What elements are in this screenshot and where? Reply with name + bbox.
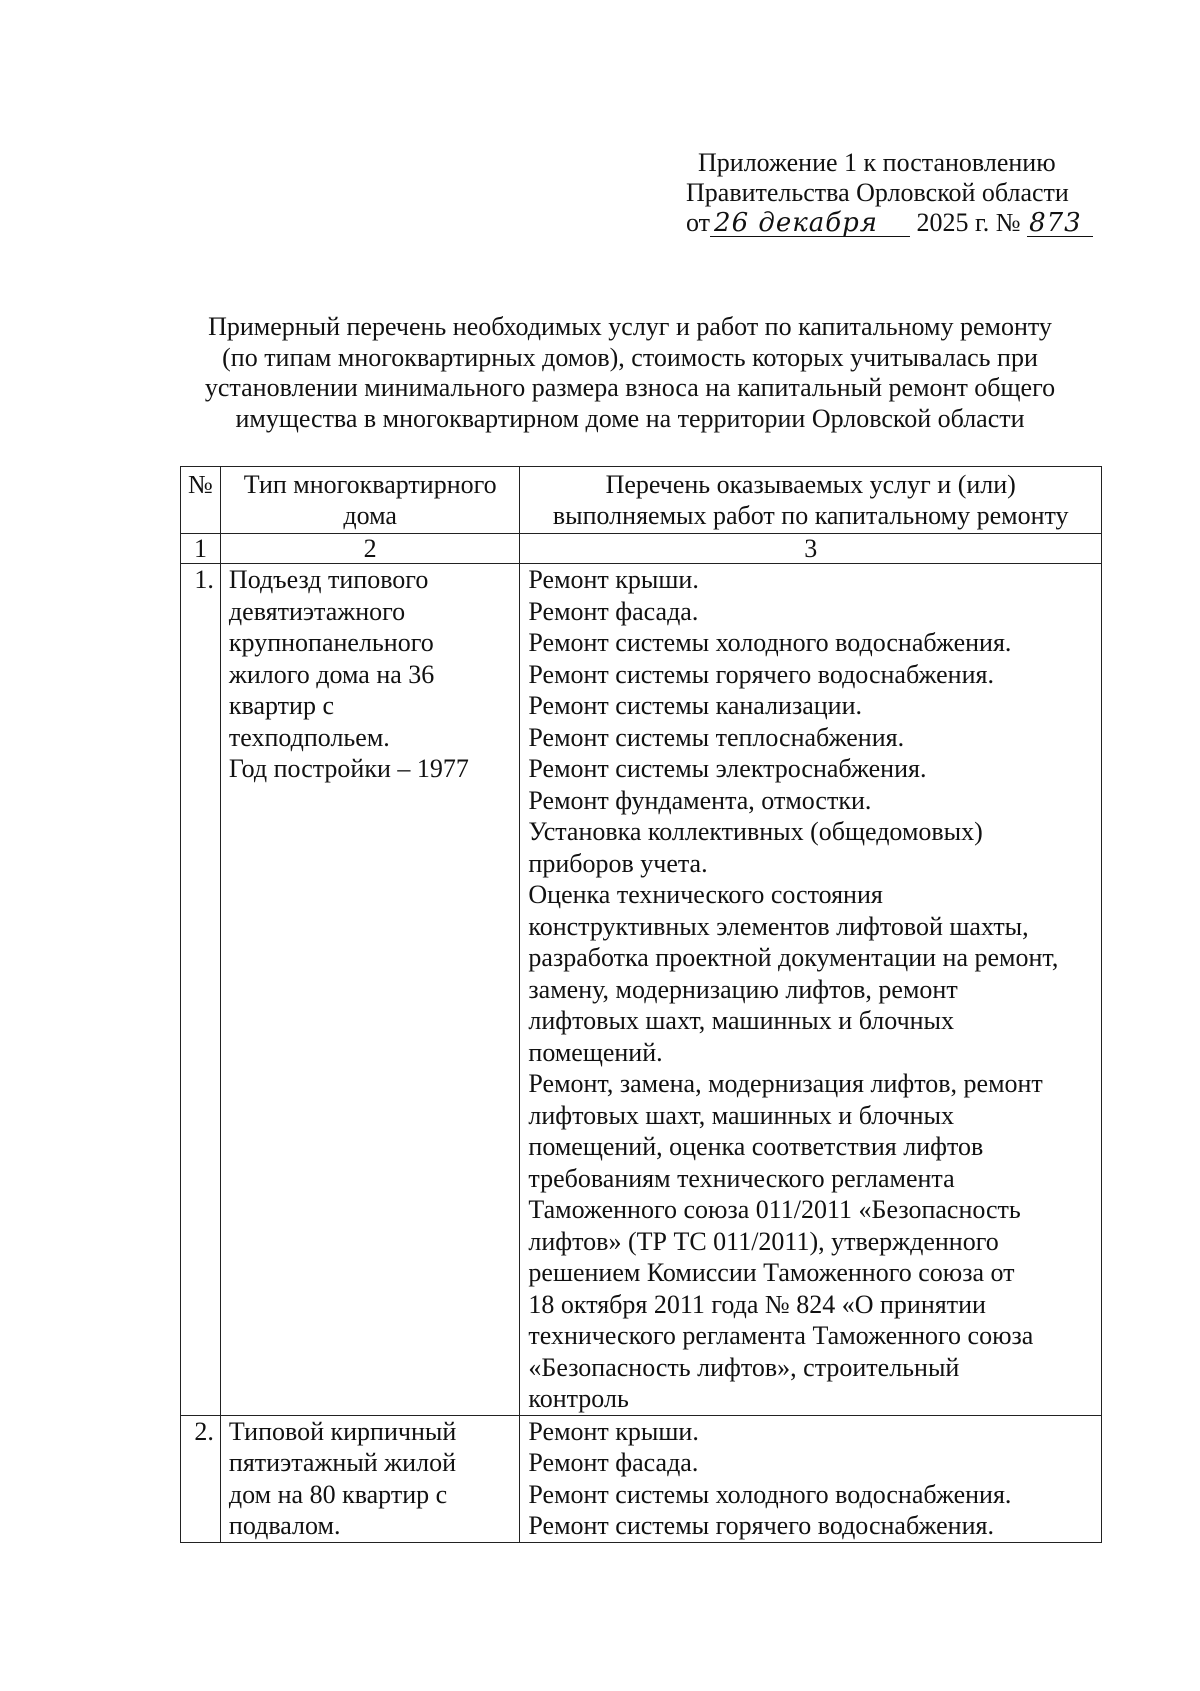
column-numbers-row (181, 534, 1102, 564)
work-line: Ремонт фасада. (528, 596, 699, 626)
work-line: Ремонт системы канализации. (528, 691, 863, 720)
works-cell (520, 1415, 1102, 1542)
appendix-line-1: Приложение 1 к постановлению (698, 148, 1056, 177)
row-number: 1. (181, 564, 221, 1416)
work-line: решением Комиссии Таможенного союза от (528, 1258, 1015, 1287)
table-header-row (181, 467, 1102, 534)
table-row (181, 1415, 1102, 1542)
table-row (181, 564, 1102, 1416)
header-house-type (220, 467, 519, 534)
house-type-line: техподпольем. (228, 722, 390, 752)
header-works (520, 467, 1102, 534)
appendix-line-3 (686, 208, 1106, 238)
appendix-from-label: от (686, 208, 711, 237)
house-type-cell (220, 564, 519, 1416)
house-type-line: девятиэтажного (228, 596, 406, 626)
work-line: Оценка технического состояния (528, 880, 883, 909)
header-works-line2: выполняемых работ по капитальному ремонту (552, 501, 1069, 530)
work-line: конструктивных элементов лифтовой шахты, (528, 911, 1029, 941)
work-line: Ремонт фасада. (528, 1448, 699, 1477)
column-number: 1 (181, 534, 221, 564)
work-line: контроль (528, 1384, 629, 1413)
house-type-line: Подъезд типового (228, 565, 429, 594)
house-type-cell (220, 1415, 519, 1542)
work-line: требованиям технического регламента (528, 1163, 955, 1193)
house-type-line: пятиэтажный жилой (228, 1448, 456, 1477)
handwritten-date: 26 декабря (710, 210, 910, 237)
work-line: разработка проектной документации на ремонт, (528, 943, 1059, 972)
work-line: Ремонт, замена, модернизация лифтов, ремонт (528, 1069, 1043, 1098)
work-line: Ремонт системы холодного водоснабжения. (528, 1479, 1012, 1509)
appendix-year: 2025 г. № (916, 208, 1021, 237)
work-line: Ремонт крыши. (528, 1416, 699, 1446)
work-line: Ремонт системы горячего водоснабжения. (528, 659, 994, 689)
title-line: имущества в многоквартирном доме на территории Орловской области (235, 403, 1025, 433)
work-line: помещений. (528, 1037, 663, 1067)
work-line: лифтовых шахт, машинных и блочных (528, 1100, 955, 1130)
column-number: 3 (520, 534, 1102, 564)
document-title (160, 312, 1100, 434)
house-type-line: крупнопанельного (228, 628, 434, 657)
title-line: (по типам многоквартирных домов), стоимость которых учитывалась при (222, 342, 1038, 372)
appendix-block (686, 148, 1106, 238)
work-line: Таможенного союза 011/2011 «Безопасность (528, 1195, 1021, 1224)
work-line: приборов учета. (528, 848, 708, 878)
house-type-line: жилого дома на 36 (228, 659, 435, 689)
house-type-line: квартир с (228, 691, 335, 720)
work-line: Ремонт крыши. (528, 565, 699, 594)
appendix-line-2: Правительства Орловской области (686, 178, 1069, 207)
work-line: замену, модернизацию лифтов, ремонт (528, 974, 958, 1004)
column-number: 2 (220, 534, 519, 564)
header-house-type-line1: Тип многоквартирного (243, 470, 497, 499)
work-line: лифтов» (ТР ТС 011/2011), утвержденного (528, 1226, 999, 1256)
work-line: 18 октября 2011 года № 824 «О принятии (528, 1289, 986, 1319)
work-line: лифтовых шахт, машинных и блочных (528, 1006, 955, 1035)
header-house-type-line2: дома (343, 501, 397, 530)
row-number: 2. (181, 1415, 221, 1542)
work-line: технического регламента Таможенного союза (528, 1321, 1034, 1350)
work-line: Ремонт системы теплоснабжения. (528, 722, 905, 752)
services-table (180, 466, 1102, 1543)
header-number: № (181, 467, 221, 534)
work-line: Установка коллективных (общедомовых) (528, 817, 983, 846)
works-cell (520, 564, 1102, 1416)
work-line: Ремонт системы электроснабжения. (528, 754, 927, 783)
title-line: установлении минимального размера взноса на капитальный ремонт общего (204, 373, 1056, 402)
work-line: Ремонт системы холодного водоснабжения. (528, 628, 1012, 657)
house-type-line: дом на 80 квартир с (228, 1479, 448, 1509)
work-line: Ремонт фундамента, отмостки. (528, 785, 872, 815)
house-type-line: Год постройки – 1977 (228, 754, 469, 783)
work-line: помещений, оценка соответствия лифтов (528, 1132, 984, 1161)
house-type-line: подвалом. (228, 1511, 341, 1540)
work-line: «Безопасность лифтов», строительный (528, 1352, 960, 1382)
title-line: Примерный перечень необходимых услуг и работ по капитальному ремонту (208, 312, 1052, 341)
handwritten-number: 873 (1027, 210, 1093, 237)
work-line: Ремонт системы горячего водоснабжения. (528, 1511, 994, 1540)
house-type-line: Типовой кирпичный (228, 1416, 457, 1446)
header-works-line1: Перечень оказываемых услуг и (или) (605, 470, 1016, 499)
